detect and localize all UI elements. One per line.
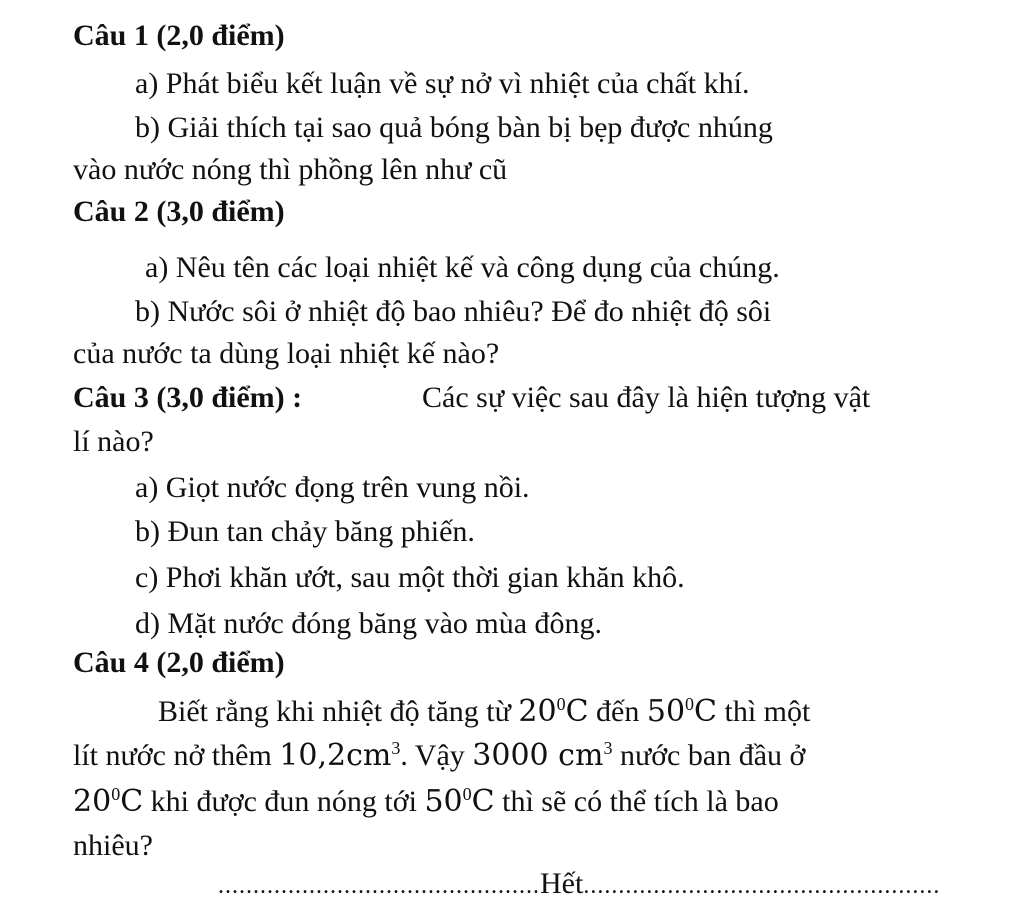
degree-mark: 0	[685, 694, 695, 714]
question-3-part-d: d) Mặt nước đóng băng vào mùa đông.	[135, 607, 603, 640]
question-3-prompt-line1: Các sự việc sau đây là hiện tượng vật	[422, 381, 871, 414]
question-4-text: nước ban đầu ở	[612, 739, 806, 772]
question-1-part-b-line2: vào nước nóng thì phồng lên như cũ	[73, 153, 508, 186]
question-3-part-a: a) Giọt nước đọng trên vung nồi.	[135, 471, 530, 504]
temperature-high: 50	[646, 694, 686, 729]
question-2-part-a: a) Nêu tên các loại nhiệt kế và công dụng của chúng.	[145, 251, 780, 284]
question-2-part-b-line2: của nước ta dùng loại nhiệt kế nào?	[73, 337, 500, 370]
question-4-text: thì sẽ có thể tích là bao	[494, 785, 779, 818]
temperature-low: 20	[518, 694, 557, 729]
question-1-part-a: a) Phát biểu kết luận về sự nở vì nhiệt của chất khí.	[135, 67, 750, 100]
question-3-prompt-line2: lí nào?	[73, 425, 154, 458]
celsius-unit: C	[471, 784, 495, 819]
question-1-heading: Câu 1 (2,0 điểm)	[73, 19, 285, 52]
question-4-text: khi được đun nóng tới	[143, 785, 425, 818]
question-2-heading: Câu 2 (3,0 điểm)	[73, 195, 285, 228]
celsius-unit: C	[694, 694, 718, 729]
temperature-high: 50	[424, 784, 463, 819]
question-4-heading: Câu 4 (2,0 điểm)	[73, 646, 285, 679]
question-4-line2	[73, 738, 805, 774]
question-4-text: . Vậy	[400, 739, 473, 772]
cube-exponent: 3	[391, 738, 401, 758]
question-4-text: thì một	[717, 695, 811, 728]
question-4-text: Biết rằng khi nhiệt độ tăng từ	[158, 695, 519, 728]
question-4-line3	[73, 784, 779, 820]
dotted-leader-right: ...................................................	[583, 873, 941, 899]
question-3-part-b: b) Đun tan chảy băng phiến.	[135, 515, 475, 548]
question-4-line4: nhiêu?	[73, 829, 153, 862]
question-2-part-b-line1: b) Nước sôi ở nhiệt độ bao nhiêu? Để đo nhiệt độ sôi	[135, 295, 772, 328]
degree-mark: 0	[556, 694, 566, 714]
question-1-part-b-line1: b) Giải thích tại sao quả bóng bàn bị bẹp được nhúng	[135, 111, 773, 144]
question-4-text: lít nước nở thêm	[73, 739, 280, 772]
celsius-unit: C	[565, 694, 589, 729]
initial-volume: 3000 cm	[472, 738, 604, 773]
question-4-line1	[158, 694, 810, 730]
question-4-text: đến	[588, 695, 647, 728]
temperature-low: 20	[73, 784, 112, 819]
cube-exponent: 3	[603, 738, 613, 758]
question-3-heading: Câu 3 (3,0 điểm) :	[73, 381, 303, 414]
degree-mark: 0	[462, 784, 472, 804]
question-3-part-c: c) Phơi khăn ướt, sau một thời gian khăn khô.	[135, 561, 685, 594]
expansion-volume: 10,2cm	[279, 738, 392, 773]
degree-mark: 0	[111, 784, 121, 804]
celsius-unit: C	[120, 784, 144, 819]
dotted-leader-left: ..............................................	[218, 873, 540, 899]
end-footer	[218, 866, 940, 902]
end-label: Hết	[540, 867, 584, 900]
